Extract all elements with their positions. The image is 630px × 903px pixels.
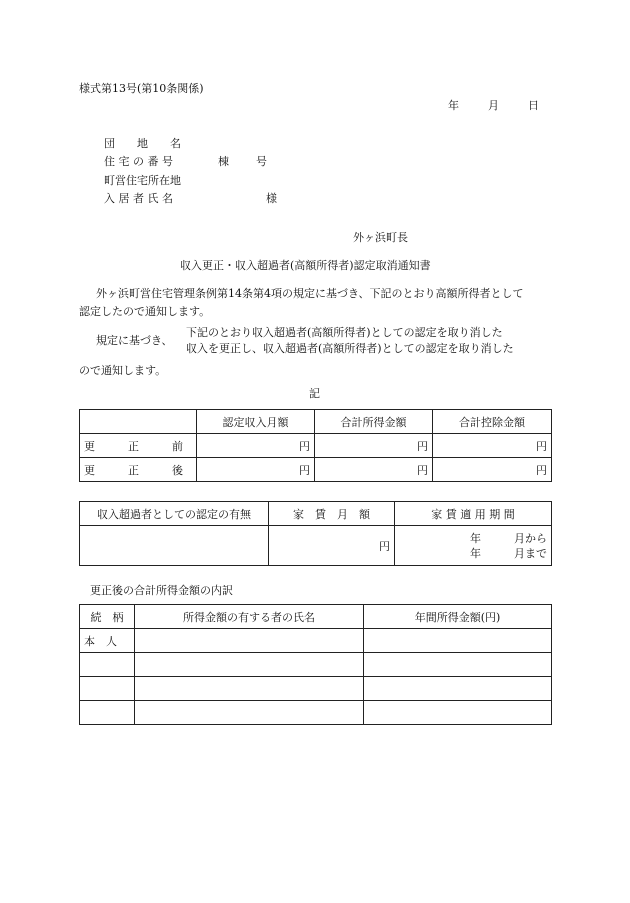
- paragraph2-prefix: 規定に基づき、: [96, 334, 173, 347]
- relation-cell: [80, 677, 135, 701]
- paragraph2-option1: 下記のとおり収入超過者(高額所得者)としての認定を取り消した: [186, 326, 503, 339]
- after-income-cell: 円: [197, 458, 315, 482]
- rent-table: [79, 501, 552, 566]
- table-row: [80, 677, 552, 701]
- rent-amount-cell: 円: [269, 526, 395, 566]
- relation-cell: [80, 701, 135, 725]
- date-day: 日: [528, 99, 539, 112]
- jutaku-number-label: 住 宅 の 番 号: [104, 155, 173, 168]
- table-row: [80, 653, 552, 677]
- period-from: 年 月から: [470, 531, 547, 545]
- amount-cell: [364, 701, 552, 725]
- header-recognition: 収入超過者としての認定の有無: [80, 502, 269, 526]
- after-deduction-cell: 円: [433, 458, 552, 482]
- name-cell: [135, 653, 364, 677]
- table-row: [80, 701, 552, 725]
- header-rent-period: 家 賃 適 用 期 間: [395, 502, 552, 526]
- header-total-deduction: 合計控除金額: [433, 410, 552, 434]
- amount-cell: [364, 629, 552, 653]
- paragraph2-suffix: ので通知します。: [79, 364, 167, 377]
- number-unit: 号: [256, 155, 267, 168]
- before-deduction-cell: 円: [433, 434, 552, 458]
- header-name: 所得金額の有する者の氏名: [135, 605, 364, 629]
- date-month: 月: [488, 99, 499, 112]
- rent-period-cell: [395, 526, 552, 566]
- amount-cell: [364, 677, 552, 701]
- row-label-before: 更 正 前: [80, 434, 197, 458]
- resident-label: 入 居 者 氏 名: [104, 192, 173, 205]
- amount-cell: [364, 653, 552, 677]
- ki-heading: 記: [309, 387, 320, 400]
- breakdown-table: [79, 604, 552, 725]
- header-annual-income: 年間所得金額(円): [364, 605, 552, 629]
- income-table-corner: [80, 410, 197, 434]
- paragraph2-option2: 収入を更正し、収入超過者(高額所得者)としての認定を取り消した: [186, 342, 514, 355]
- date-line: [448, 99, 539, 113]
- paragraph1-line1: 外ヶ浜町営住宅管理条例第14条第4項の規定に基づき、下記のとおり高額所得者として: [96, 287, 524, 300]
- name-cell: [135, 701, 364, 725]
- period-to: 年 月まで: [470, 546, 547, 560]
- header-rent-monthly: 家 賃 月 額: [269, 502, 395, 526]
- row-label-after: 更 正 後: [80, 458, 197, 482]
- relation-cell: [80, 653, 135, 677]
- building-unit: 棟: [218, 155, 229, 168]
- breakdown-caption: 更正後の合計所得金額の内訳: [90, 584, 233, 597]
- date-year: 年: [448, 99, 459, 112]
- income-table: [79, 409, 552, 482]
- after-total-income-cell: 円: [315, 458, 433, 482]
- paragraph1-line2: 認定したので通知します。: [79, 305, 211, 318]
- location-label: 町営住宅所在地: [104, 174, 181, 187]
- before-income-cell: 円: [197, 434, 315, 458]
- relation-cell: 本 人: [80, 629, 135, 653]
- name-cell: [135, 677, 364, 701]
- header-nintei-income: 認定収入月額: [197, 410, 315, 434]
- header-total-income: 合計所得金額: [315, 410, 433, 434]
- table-row: [80, 629, 552, 653]
- issuer: 外ヶ浜町長: [353, 231, 408, 244]
- recognition-cell: [80, 526, 269, 566]
- document-title: 収入更正・収入超過者(高額所得者)認定取消通知書: [180, 259, 431, 272]
- danchi-label: 団 地 名: [104, 137, 181, 150]
- honorific: 様: [266, 192, 277, 205]
- before-total-income-cell: 円: [315, 434, 433, 458]
- form-number: 様式第13号(第10条関係): [79, 82, 204, 95]
- header-relation: 続 柄: [80, 605, 135, 629]
- name-cell: [135, 629, 364, 653]
